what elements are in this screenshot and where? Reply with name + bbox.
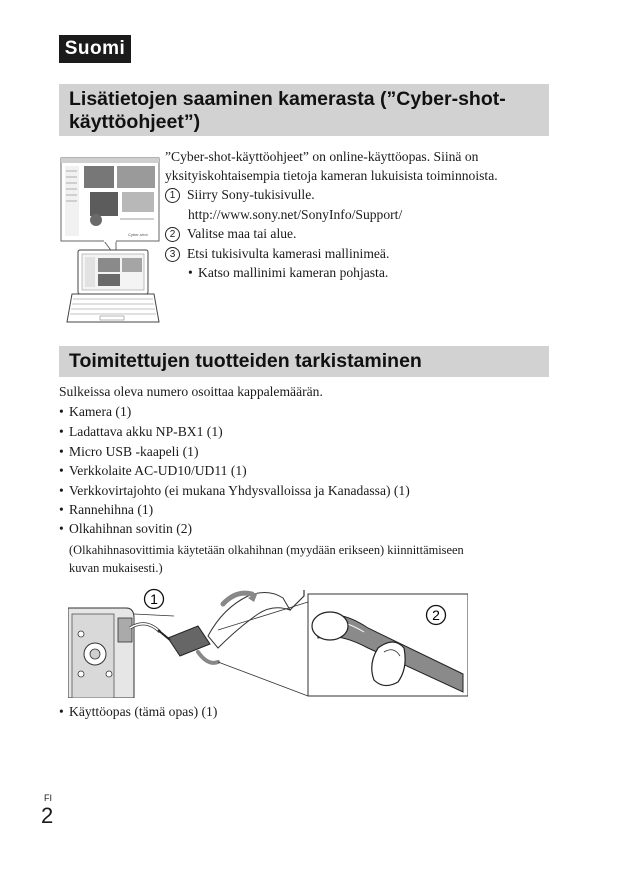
- quantity-note: Sulkeissa oleva numero osoittaa kappalemäärän.: [59, 384, 323, 399]
- list-item: • Olkahihnan sovitin (2): [59, 521, 193, 536]
- list-item: • Käyttöopas (tämä opas) (1): [59, 704, 218, 719]
- online-manual-illustration: [60, 152, 160, 327]
- strap-adaptor-figure: [68, 588, 468, 698]
- heading-line-2: käyttöohjeet”): [69, 111, 201, 133]
- list-item: • Ladattava akku NP-BX1 (1): [59, 424, 223, 439]
- adaptor-note-line-2: kuvan mukaisesti.): [69, 561, 163, 575]
- step-3: [165, 244, 389, 264]
- language-tab: Suomi: [59, 35, 131, 63]
- step-text-2: Valitse maa tai alue.: [187, 226, 297, 241]
- step-text-3: Etsi tukisivulta kamerasi mallinimeä.: [187, 246, 390, 261]
- list-item: • Micro USB -kaapeli (1): [59, 444, 199, 459]
- section-heading-supplied-items: Toimitettujen tuotteiden tarkistaminen: [59, 346, 549, 377]
- step-number-1: 1: [165, 188, 180, 203]
- step-2: [165, 224, 296, 244]
- support-url[interactable]: http://www.sony.net/SonyInfo/Support/: [188, 207, 403, 222]
- list-item: • Verkkovirtajohto (ei mukana Yhdysvalloissa ja Kanadassa) (1): [59, 483, 410, 498]
- step-text-1: Siirry Sony-tukisivulle.: [187, 187, 315, 202]
- list-item: • Kamera (1): [59, 404, 132, 419]
- intro-line-1: ”Cyber-shot-käyttöohjeet” on online-käyttöopas. Siinä on: [165, 149, 479, 164]
- illustration-caption: Cyber-shot: [128, 232, 148, 237]
- section-heading-more-info: [59, 84, 549, 136]
- step-number-3: 3: [165, 247, 180, 262]
- list-item: • Rannehihna (1): [59, 502, 154, 517]
- language-code: FI: [44, 793, 52, 803]
- list-item: • Verkkolaite AC-UD10/UD11 (1): [59, 463, 247, 478]
- model-name-tip: • Katso mallinimi kameran pohjasta.: [188, 265, 389, 280]
- step-number-2: 2: [165, 227, 180, 242]
- figure-step-2: 2: [432, 607, 440, 623]
- figure-step-1: 1: [150, 591, 158, 607]
- step-1: [165, 185, 315, 205]
- intro-line-2: yksityiskohtaisempia tietoja kameran lukuisista toiminnoista.: [165, 168, 498, 183]
- page-number: 2: [41, 803, 54, 828]
- adaptor-note-line-1: (Olkahihnasovittimia käytetään olkahihnan (myydään erikseen) kiinnittämiseen: [69, 543, 464, 557]
- tip-text: Katso mallinimi kameran pohjasta.: [198, 265, 389, 280]
- heading-line-1: Lisätietojen saaminen kamerasta (”Cyber-shot-: [69, 88, 506, 110]
